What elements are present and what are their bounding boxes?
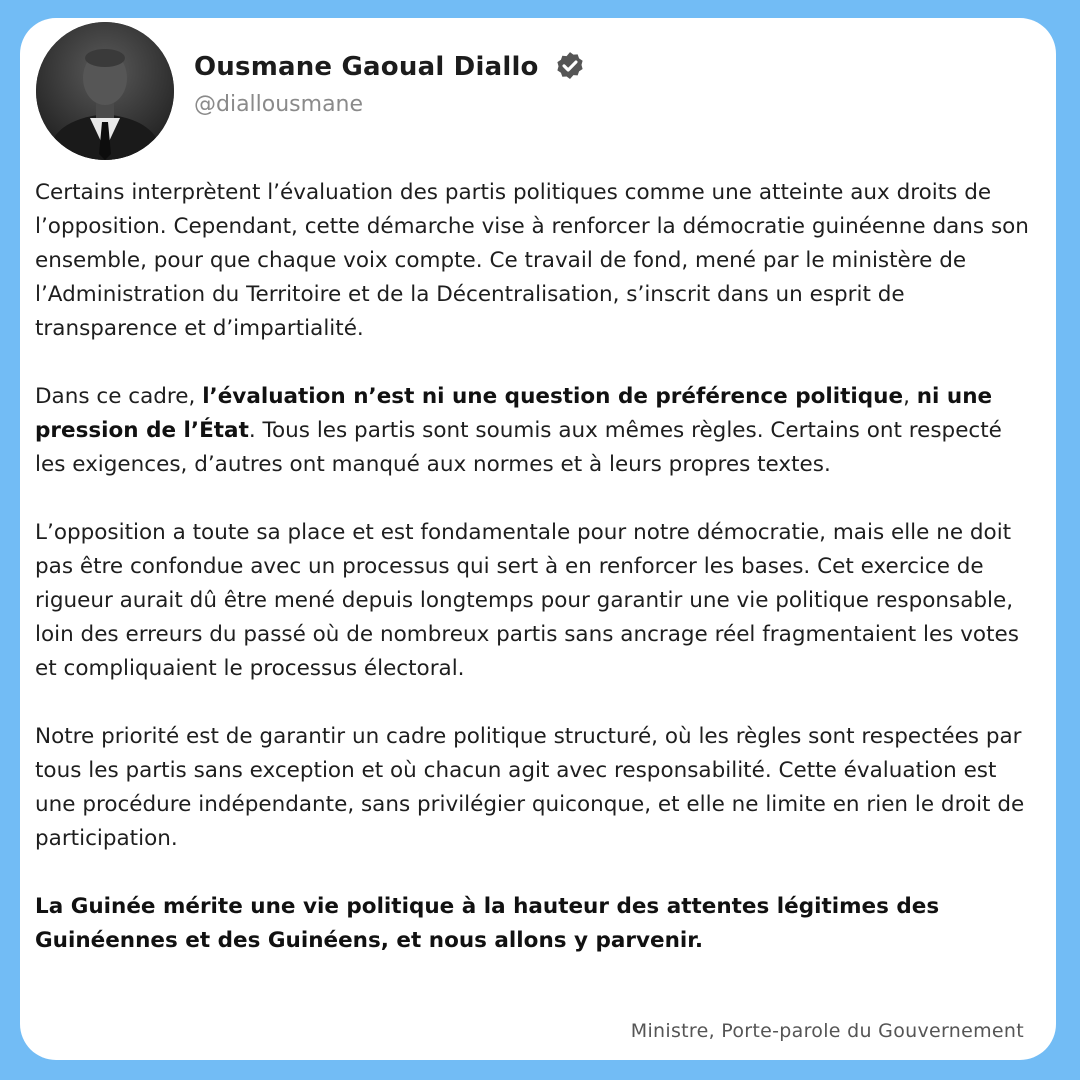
paragraph-5 xyxy=(35,890,1039,958)
paragraph-4: Notre priorité est de garantir un cadre politique structuré, où les règles sont respectées par tous les partis sans exception et où chacun agit avec responsabilité. Cette évaluation est une procédure indépendante, sans privilégier quiconque, et elle ne limite en rien le droit de participation. xyxy=(35,724,1025,851)
paragraph-2 xyxy=(35,380,1039,482)
author-row xyxy=(194,50,587,84)
signature: Ministre, Porte-parole du Gouvernement xyxy=(630,1020,1024,1042)
paragraph-2-bold-1: l’évaluation n’est ni une question de préférence politique xyxy=(202,384,904,409)
paragraph-2-bold-2: ni une pression de l’État xyxy=(35,384,993,443)
paragraph-3: L’opposition a toute sa place et est fondamentale pour notre démocratie, mais elle ne doit pas être confondue avec un processus qui sert à en renforcer les bases. Cet exercice de rigueur aurait dû être mené depuis longtemps pour garantir une vie politique responsable, loin des erreurs du passé où de nombreux partis sans ancrage réel fragmentaient les votes et compliquaient le processus électoral. xyxy=(35,520,1019,681)
paragraph-1: Certains interprètent l’évaluation des partis politiques comme une atteinte aux droits de l’opposition. Cependant, cette démarche vise à renforcer la démocratie guinéenne dans son ensemble, pour que chaque voix compte. Ce travail de fond, mené par le ministère de l’Administration du Territoire et de la Décentralisation, s’inscrit dans un esprit de transparence et d’impartialité. xyxy=(35,180,1029,341)
verified-badge-icon xyxy=(553,50,587,84)
paragraph-2-text: . Tous les partis sont soumis aux mêmes règles. Certains ont respecté les exigences, d’autres ont manqué aux normes et à leurs propres textes. xyxy=(35,418,1002,477)
post-body xyxy=(35,176,1039,958)
author-handle[interactable]: @diallousmane xyxy=(194,92,364,117)
paragraph-2-text: Dans ce cadre, xyxy=(35,384,203,409)
post-card xyxy=(20,18,1056,1060)
author-name[interactable]: Ousmane Gaoual Diallo xyxy=(194,52,539,82)
avatar[interactable] xyxy=(36,22,174,160)
closing-statement: La Guinée mérite une vie politique à la hauteur des attentes légitimes des Guinéennes et des Guinéens, et nous allons y parvenir. xyxy=(35,894,940,953)
avatar-portrait xyxy=(36,22,174,160)
paragraph-2-text: , xyxy=(903,384,917,409)
